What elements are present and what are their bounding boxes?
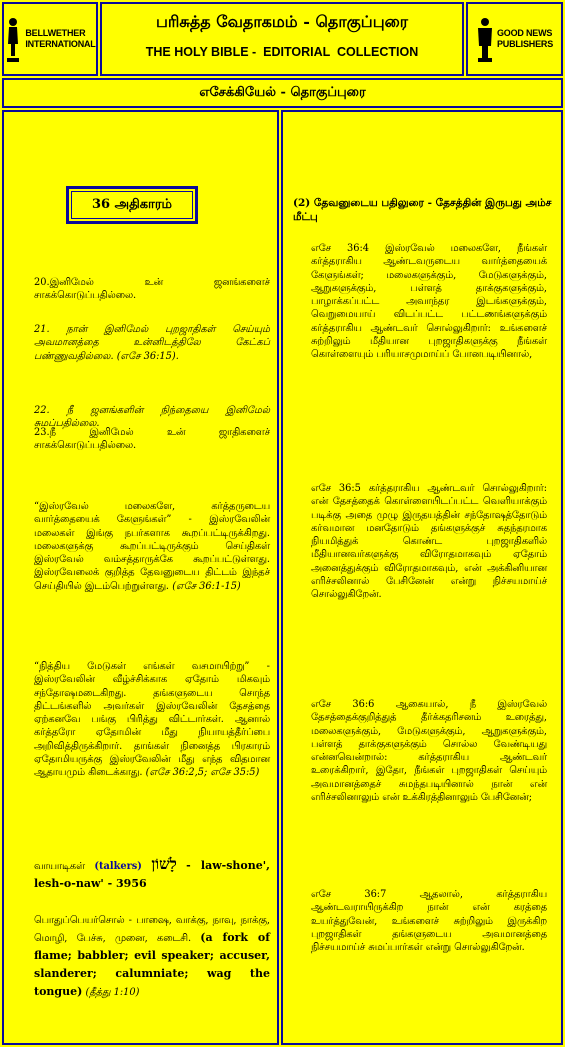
commentary-paragraph-2 (34, 660, 270, 780)
verse-text: 21. நான் இனிமேல் புறஜாதிகள் செய்யும் அவமானத்தை உன்னிடத்திலே கேட்கப் பண்ணுவதில்லை. (34, 324, 270, 362)
paragraph-text: “இஸ்ரவேல் மலைகளே, கர்த்தருடைய வார்த்தையைக் கேளுங்கள்” - இஸ்ரவேலின் மலைகள் இங்கு நபர்களாக கூறப்பட்டிருக்கிறது. மலைகளுக்கு கூறப்பட்டிருக்கும் செய்திகள் இஸ்ரவேல் வம்சத்தாருக்கே கூறப்பட்டுள்ளது. இஸ்ரவேலைக் குறித்த தேவனுடைய திட்டம் இந்தச் செய்தியில் இடம்பெற்றுள்ளது. (34, 501, 270, 592)
section-title: எசேக்கியேல் - தொகுப்புரை (199, 85, 366, 100)
verse-23 (34, 426, 270, 453)
logo-line-2: PUBLISHERS (496, 39, 553, 49)
right-paragraph-3: எசே 36:6 ஆகையால், நீ இஸ்ரவேல் தேசத்தைக்குறித்துத் தீர்க்கதரிசனம் உரைத்து, மலைகளுக்கும், மேடுகளுக்கும், ஆறுகளுக்கும், பள்ளத் தாக்குகளுக்கும் சொல்ல வேண்டியது என்னவென்றால்: கர்த்தராகிய ஆண்டவர் உரைக்கிறார், இதோ, நீங்கள் புறஜாதிகள் செய்யும் அவமானத்தைச் சுமந்தபடியினால் நான் என் எரிச்சலினாலும் என் உக்கிரத்தினாலும் பேசினேன்; (311, 699, 547, 804)
meaning-ref: (தீத்து 1:10) (85, 987, 140, 998)
paragraph-text: “நித்திய மேடுகள் எங்கள் வசமாயிற்று” - இஸ்ரவேலின் வீழ்ச்சிக்காக ஏதோம் மிகவும் சந்தோஷமடைகிறது. தங்களுடைய சொந்த திட்டங்களில் அவர்கள் இஸ்ரவேலின் தேசத்தை ஏற்கனவே பங்கு பிரித்து விட்டார்கள். ஆனால் கர்த்தரோ ஏதோமின் மீது நியாயத்தீர்ப்பை அறிவித்திருக்கிறார். தாங்கள் நினைத்த பிரகாரம் ஏதோமியருக்கு இஸ்ரவேலின் மீது எந்த விதமான ஆதாயமும் கிடைக்காது. (34, 661, 270, 779)
good-news-logo-text (497, 28, 553, 50)
bellwether-logo-box (2, 2, 98, 76)
left-column (2, 110, 279, 1045)
title-box (100, 2, 464, 76)
good-news-logo (468, 4, 561, 74)
right-heading: (2) தேவனுடைய பதிலுரை - தேசத்தின் இருபது அம்ச மீட்பு (293, 197, 552, 223)
word-tamil: வாயாடிகள் (34, 861, 85, 872)
title-english: THE HOLY BIBLE - EDITORIAL COLLECTION (145, 45, 419, 59)
verse-21 (34, 323, 270, 363)
meaning-english: (a fork of flame; babbler; evil speaker; accuser, slanderer; calumniate; wag the tongue) (34, 931, 270, 998)
word-hebrew: לָשׁוֹן (151, 855, 177, 873)
right-paragraph-4: எசே 36:7 ஆதலால், கர்த்தராகிய ஆண்டவராயிருக்கிற நான் என் கரத்தை உயர்த்துவேன், உங்களைச் சுற்றிலும் இருக்கிற புறஜாதிகள் தங்களுடைய அவமானத்தை நிச்சயமாய்ச் சுமப்பார்கள் என்று சொல்லுகிறேன். (311, 889, 547, 954)
paragraph-ref: (எசே 36:2,5; எசே 35:5) (145, 767, 260, 779)
right-paragraph-1: எசே 36:4 இஸ்ரவேல் மலைகளே, நீங்கள் கர்த்தராகிய ஆண்டவருடைய வார்த்தையைக் கேளுங்கள்; மலைகளுக்கும், மேடுகளுக்கும், ஆறுகளுக்கும், பள்ளத் தாக்குகளுக்கும், பாழாக்கப்பட்ட அவாந்தர இடங்களுக்கும், வெறுமையாய் விடப்பட்ட பட்டணங்களுக்கும் கர்த்தராகிய ஆண்டவர் சொல்லுகிறார்: உங்களைச் சுற்றிலும் மீதியான புறஜாதிகளுக்கு நீங்கள் கொள்ளையும் பரியாசமுமாய்ப் போனபடியினால், (311, 243, 547, 361)
word-english: (talkers) (94, 861, 142, 872)
paragraph-ref: (எசே 36:1-15) (172, 580, 241, 592)
meaning-tamil: பொதுப்பெயர்சொல் - பாஷை, வாக்கு, நாவு, நாக்கு, மொழி, பேச்சு, முனை, கடைசி. (34, 915, 270, 944)
verse-text: 22. நீ ஜனங்களின் நிந்தையை இனிமேல் சுமப்பதில்லை. (34, 405, 270, 430)
chapter-label: 36 அதிகாரம் (66, 186, 198, 224)
verse-ref: (எசே 36:15). (116, 350, 179, 362)
section-title-box (2, 78, 563, 108)
good-news-figure-icon (476, 16, 494, 62)
bellwether-logo-text (25, 28, 95, 50)
word-transliteration: - law-shone', lesh-o-naw' - 3956 (34, 859, 270, 890)
verse-text: 20.இனிமேல் உன் ஜனங்களைச் சாகக்கொடுப்பதில்லை. (34, 277, 270, 302)
commentary-paragraph-1 (34, 500, 270, 593)
word-meaning (34, 912, 270, 1001)
verse-text: 23.நீ இனிமேல் உன் ஜாதிகளைச் சாகக்கொடுப்பதில்லை. (34, 427, 270, 452)
verse-20 (34, 276, 270, 303)
title-tamil: பரிசுத்த வேதாகமம் - தொகுப்புரை (155, 12, 409, 31)
right-column (281, 110, 563, 1045)
logo-line-2: INTERNATIONAL (25, 39, 96, 49)
logo-line-1: GOOD NEWS (496, 28, 553, 38)
bellwether-logo (4, 4, 96, 74)
bellwether-figure-icon (4, 16, 22, 62)
right-paragraph-2: எசே 36:5 கர்த்தராகிய ஆண்டவர் சொல்லுகிறார்: என் தேசத்தைக் கொள்ளையிடப்பட்ட வெளியாக்கும் படிக்கு அதை முழு இருதயத்தின் சந்தோஷத்தோடும் கர்வமான மனதோடும் தங்களுக்குச் சுதந்தரமாக நியமித்துக் கொண்ட புறஜாதிகளில் மீதியானவர்களுக்கு விரோதமாகவும் ஏதோம் அனைத்துக்கும் விரோதமாகவும், என் அக்கினியான எரிச்சலினால் பேசினேன் என்று நிச்சயமாய்ச் சொல்லுகிறேன். (311, 483, 547, 601)
word-study (34, 856, 270, 893)
good-news-logo-box (466, 2, 563, 76)
logo-line-1: BELLWETHER (25, 28, 86, 38)
